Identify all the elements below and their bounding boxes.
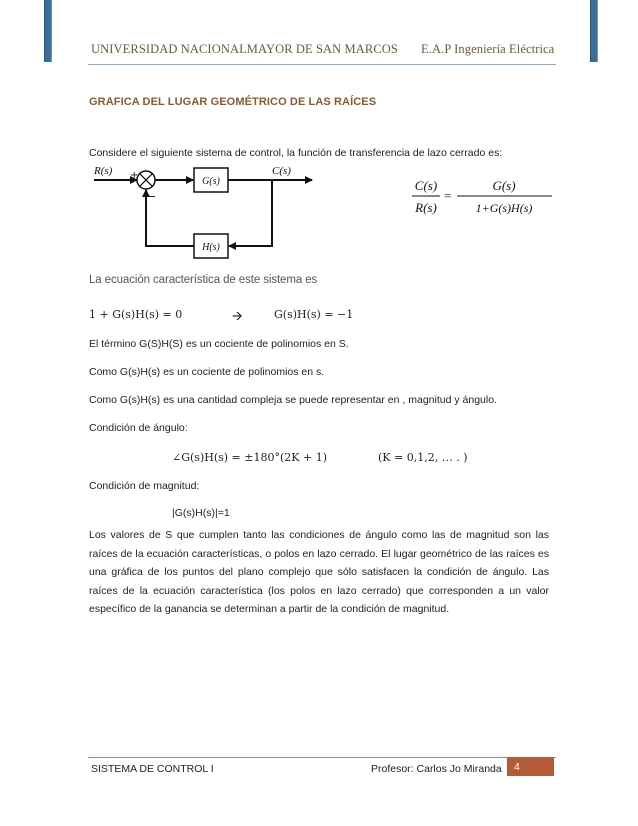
header-university: UNIVERSIDAD NACIONALMAYOR DE SAN MARCOS (91, 42, 398, 56)
intro-text: Considere el siguiente sistema de control, la función de transferencia de lazo cerrado es: (89, 147, 503, 159)
angle-condition-equation: ∠G(s)H(s) = ±180°(2K + 1) (172, 451, 327, 464)
k-values: (K = 0,1,2, … . ) (378, 451, 468, 464)
sum-plus-sign: + (130, 170, 139, 181)
header-right-bar (590, 0, 598, 62)
tf-lhs-numerator: C(s) (414, 178, 438, 193)
text-como-2: Como G(s)H(s) es una cantidad compleja se puede representar en , magnitud y ángulo. (89, 394, 497, 406)
footer-professor: Profesor: Carlos Jo Miranda (371, 763, 502, 775)
tf-rhs-numerator: G(s) (492, 178, 516, 193)
feedback-block-label: H(s) (202, 242, 220, 253)
tf-equals: = (444, 188, 452, 203)
footer-divider (88, 757, 556, 758)
header-divider (88, 64, 556, 65)
header-school: E.A.P Ingeniería Eléctrica (421, 42, 555, 56)
characteristic-equation-result: G(s)H(s) = −1 (274, 308, 354, 321)
angle-condition-heading: Condición de ángulo: (89, 422, 188, 434)
text-como-1: Como G(s)H(s) es un cociente de polinomios en s. (89, 366, 325, 378)
output-label: C(s) (272, 165, 291, 177)
block-diagram (90, 160, 330, 272)
tf-lhs-denominator: R(s) (415, 200, 437, 215)
footer-course: SISTEMA DE CONTROL I (91, 763, 214, 775)
header-left-bar (44, 0, 52, 62)
characteristic-equation: 1 + G(s)H(s) = 0 (89, 308, 183, 321)
right-arrow-icon: 🡪 (232, 309, 243, 324)
text-termino: El término G(S)H(S) es un cociente de polinomios en S. (89, 338, 349, 350)
forward-block-label: G(s) (202, 176, 220, 187)
body-paragraph: Los valores de S que cumplen tanto las condiciones de ángulo como las de magnitud son las raíces de la ecuación características, o polos en lazo cerrado. El lugar geométrico de las raíces es una gráfica de los puntos del plano complejo que sólo satisfacen la condición de ángulo. Las raíces de la ecuación característica (los polos en lazo cerrado) que corresponden a un valor específico de la ganancia se determinan a partir de la condición de magnitud. (89, 529, 549, 615)
magnitude-condition-heading: Condición de magnitud: (89, 480, 200, 492)
section-title: GRAFICA DEL LUGAR GEOMÉTRICO DE LAS RAÍCES (89, 96, 377, 108)
sum-minus-sign: − (147, 190, 157, 203)
magnitude-condition-equation: |G(s)H(s)|=1 (172, 507, 230, 519)
tf-rhs-denominator: 1+G(s)H(s) (475, 201, 533, 215)
characteristic-equation-caption: La ecuación característica de este sistema es (89, 274, 318, 286)
transfer-function (410, 172, 560, 220)
input-label: R(s) (94, 165, 113, 177)
feedback-path-right (229, 180, 272, 246)
page-number: 4 (507, 757, 554, 776)
